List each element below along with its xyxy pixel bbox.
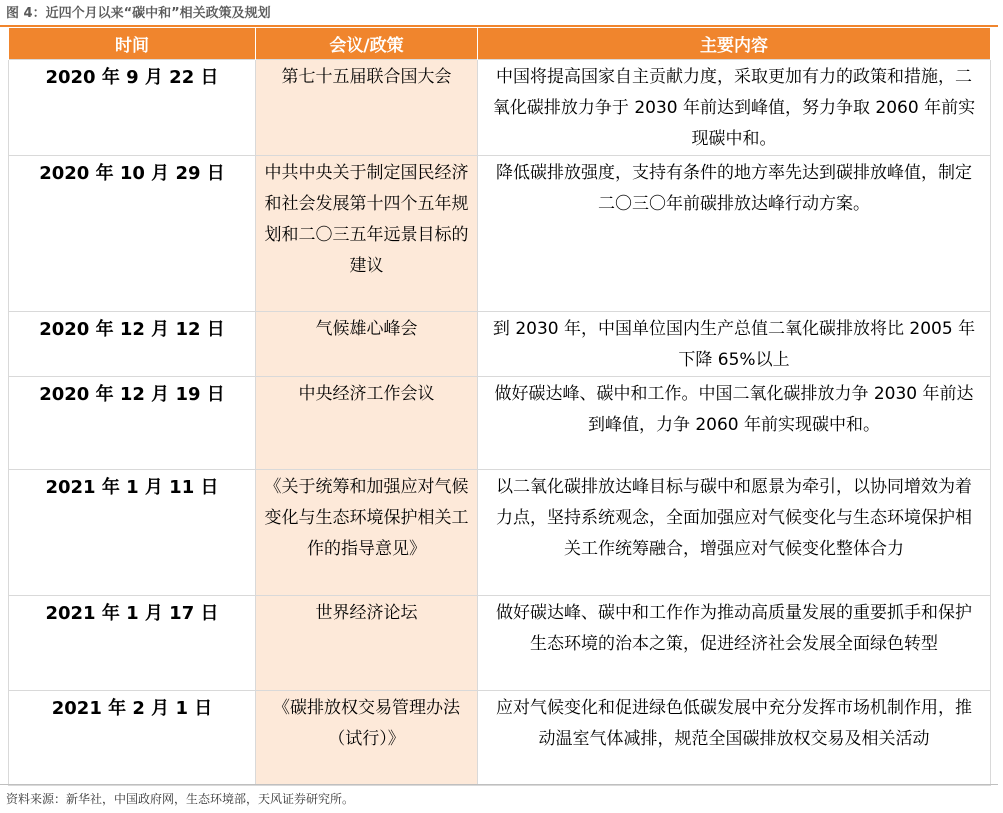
- title-rule: [0, 25, 998, 27]
- row-date: 2021 年 1 月 11 日: [9, 470, 256, 596]
- row-meeting: 《关于统筹和加强应对气候变化与生态环境保护相关工作的指导意见》: [256, 470, 478, 596]
- row-meeting: 第七十五届联合国大会: [256, 60, 478, 156]
- table-row: [9, 470, 991, 596]
- row-date: 2020 年 10 月 29 日: [9, 156, 256, 312]
- table-row: [9, 691, 991, 786]
- table-row: [9, 156, 991, 312]
- row-content: 应对气候变化和促进绿色低碳发展中充分发挥市场机制作用，推动温室气体减排，规范全国碳排放权交易及相关活动: [478, 691, 991, 786]
- header-meeting: 会议/政策: [256, 28, 478, 60]
- source-rule: [0, 784, 998, 785]
- row-content: 到 2030 年，中国单位国内生产总值二氧化碳排放将比 2005 年下降 65%以上: [478, 312, 991, 377]
- row-date: 2020 年 9 月 22 日: [9, 60, 256, 156]
- row-date: 2020 年 12 月 12 日: [9, 312, 256, 377]
- table-row: [9, 312, 991, 377]
- row-meeting: 气候雄心峰会: [256, 312, 478, 377]
- figure-title: 图 4：近四个月以来“碳中和”相关政策及规划: [6, 6, 271, 21]
- row-meeting: 世界经济论坛: [256, 596, 478, 691]
- row-content: 以二氧化碳排放达峰目标与碳中和愿景为牵引，以协同增效为着力点，坚持系统观念，全面加强应对气候变化与生态环境保护相关工作统筹融合，增强应对气候变化整体合力: [478, 470, 991, 596]
- row-date: 2020 年 12 月 19 日: [9, 377, 256, 470]
- table-row: [9, 596, 991, 691]
- row-meeting: 中共中央关于制定国民经济和社会发展第十四个五年规划和二〇三五年远景目标的建议: [256, 156, 478, 312]
- row-content: 做好碳达峰、碳中和工作作为推动高质量发展的重要抓手和保护生态环境的治本之策，促进经济社会发展全面绿色转型: [478, 596, 991, 691]
- row-meeting: 中央经济工作会议: [256, 377, 478, 470]
- policy-table: [8, 28, 991, 786]
- row-content: 做好碳达峰、碳中和工作。中国二氧化碳排放力争 2030 年前达到峰值，力争 2060 年前实现碳中和。: [478, 377, 991, 470]
- table-row: [9, 60, 991, 156]
- header-content: 主要内容: [478, 28, 991, 60]
- table-row: [9, 377, 991, 470]
- table-header-row: [9, 28, 991, 60]
- row-content: 中国将提高国家自主贡献力度，采取更加有力的政策和措施，二氧化碳排放力争于 2030 年前达到峰值，努力争取 2060 年前实现碳中和。: [478, 60, 991, 156]
- source-note: 资料来源：新华社，中国政府网，生态环境部，天风证券研究所。: [6, 792, 355, 806]
- row-meeting: 《碳排放权交易管理办法（试行）》: [256, 691, 478, 786]
- row-date: 2021 年 1 月 17 日: [9, 596, 256, 691]
- header-date: 时间: [9, 28, 256, 60]
- row-date: 2021 年 2 月 1 日: [9, 691, 256, 786]
- row-content: 降低碳排放强度，支持有条件的地方率先达到碳排放峰值，制定二〇三〇年前碳排放达峰行动方案。: [478, 156, 991, 312]
